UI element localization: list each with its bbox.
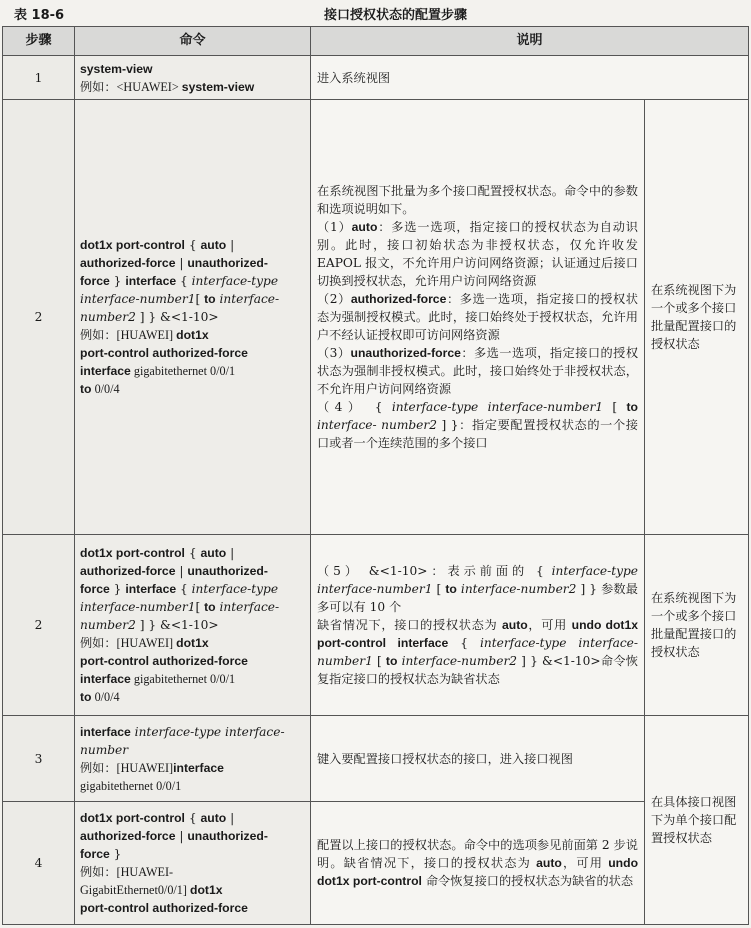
command-cell: interface interface-type interface-number 例如：[HUAWEI]interface gigabitethernet 0/0/1 [75, 715, 311, 801]
header-command: 命令 [75, 27, 311, 56]
command-cell [75, 56, 311, 100]
scope-cell: 在具体接口视图下为单个接口配置授权状态 [645, 715, 749, 924]
table-row [3, 100, 749, 534]
desc-cell: 键入要配置接口授权状态的接口，进入接口视图 [311, 715, 645, 801]
config-steps-table [2, 26, 749, 925]
scope-cell: 在系统视图下为一个或多个接口批量配置接口的授权状态 [645, 100, 749, 534]
table-row [3, 56, 749, 100]
table-row [3, 802, 749, 925]
table-caption [0, 0, 751, 26]
table-number: 表 18-6 [14, 8, 65, 23]
command-text: system-view [80, 61, 153, 76]
step-cell: 3 [3, 715, 75, 801]
header-row [3, 27, 749, 56]
scope-cell: 在系统视图下为一个或多个接口批量配置接口的授权状态 [645, 534, 749, 715]
desc-option-unauthorized: （3）unauthorized-force：多选一选项，指定接口的授权状态为强制非授权模式。此时，接口始终处于非授权状态，不允许用户访问网络资源 [317, 346, 639, 397]
desc-default: 缺省情况下，接口的授权状态为 auto，可用 undo dot1x port-control interface { interface-type interface- number1 [ to interface-number2 ] } &<1-10>命令恢复指定接口的授权状态为缺省状态 [317, 617, 639, 686]
desc-option-interface: （4） { interface-type interface-number1 [ to interface- number2 ] }：指定要配置授权状态的一个接口或者一个连续范围的多个接口 [317, 400, 638, 451]
example-command: system-view [181, 79, 255, 94]
example-prefix: 例如：<HUAWEI> [80, 79, 182, 94]
desc-intro: 在系统视图下批量为多个接口配置授权状态。命令中的参数和选项说明如下。 [317, 184, 638, 217]
command-cell: dot1x port-control { auto | authorized-force | unauthorized- force } interface { interface-type interface-number1[ to interface- number2 ] } &<1-10> 例如：[HUAWEI] dot1x port-control authorized-force interface gigabitethernet 0/0/1 to 0/0/4 [75, 534, 311, 715]
desc-option-authorized: （2）authorized-force：多选一选项，指定接口的授权状态为强制授权模式。此时，接口始终处于授权状态，允许用户不经认证授权即可访问网络资源 [317, 292, 638, 343]
step-cell: 1 [3, 56, 75, 100]
command-cell: dot1x port-control { auto | authorized-force | unauthorized- force } 例如：[HUAWEI- GigabitEthernet0/0/1] dot1x port-control authorized-force [75, 802, 311, 925]
header-step: 步骤 [3, 27, 75, 56]
table-title: 接口授权状态的配置步骤 [323, 8, 467, 23]
desc-cell [311, 534, 645, 715]
desc-cell [311, 100, 645, 534]
command-cell: dot1x port-control { auto | authorized-force | unauthorized- force } interface { interface-type interface-number1[ to interface- number2 ] } &<1-10> 例如：[HUAWEI] dot1x port-control authorized-force interface gigabitethernet 0/0/1 to 0/0/4 [75, 100, 311, 534]
desc-cell: 配置以上接口的授权状态。命令中的选项参见前面第 2 步说明。缺省情况下，接口的授权状态为 auto，可用 undo dot1x port-control 命令恢复接口的授权状态为缺省的状态 [311, 802, 645, 925]
step-cell: 4 [3, 802, 75, 925]
desc-option-range: （5） &<1-10>：表示前面的 { interface-type interface-number1 [ to interface-number2 ] } 参数最多可以有 10 个 [317, 563, 638, 614]
table-row [3, 715, 749, 801]
step-cell: 2 [3, 534, 75, 715]
step-cell: 2 [3, 100, 75, 534]
table-row [3, 534, 749, 715]
desc-option-auto: （1）auto：多选一选项，指定接口的授权状态为自动识别。此时，接口初始状态为非授权状态，仅允许收发 EAPOL 报文，不允许用户访问网络资源；认证通过后接口切换到授权状态，允许用户访问网络资源 [317, 220, 638, 289]
header-desc: 说明 [311, 27, 749, 56]
desc-cell: 进入系统视图 [311, 56, 749, 100]
